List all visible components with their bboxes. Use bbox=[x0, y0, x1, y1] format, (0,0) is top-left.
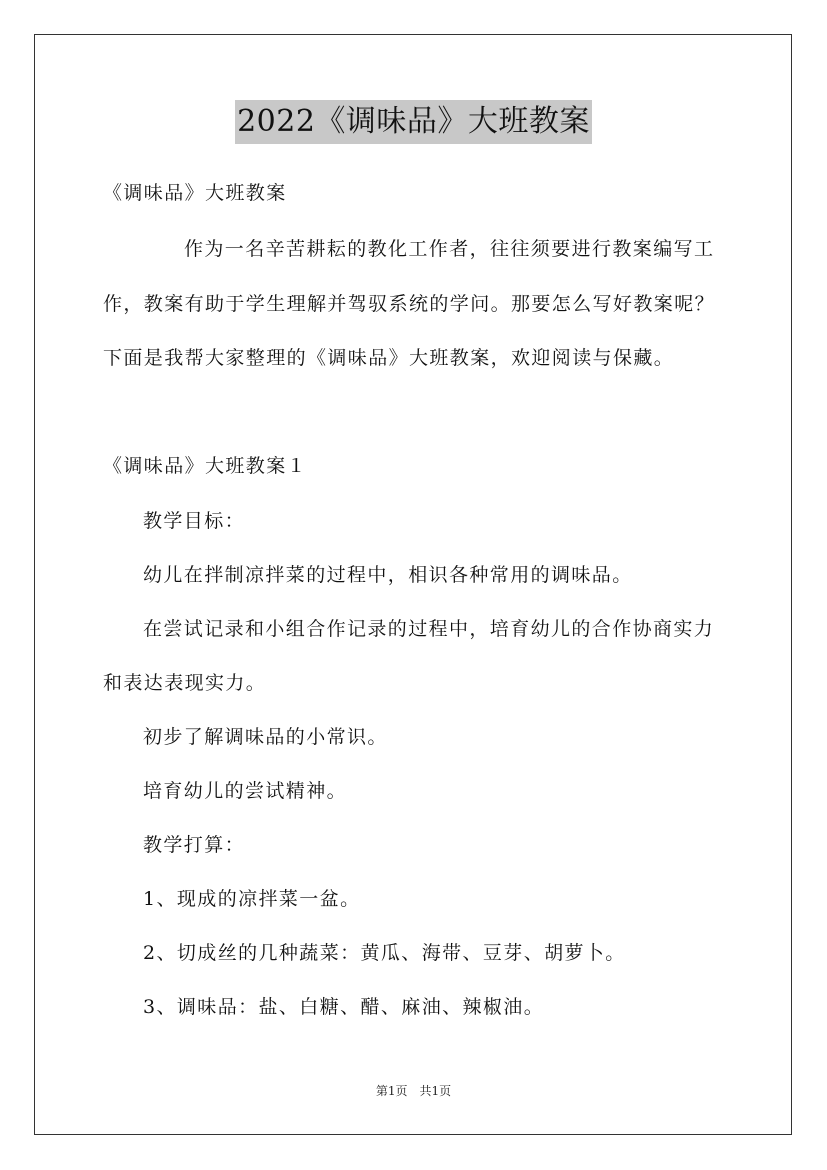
intro-line-2: 作，教案有助于学生理解并驾驭系统的学问。那要怎么写好教案呢？ bbox=[103, 293, 716, 315]
body-line-1: 教学目标： bbox=[143, 510, 246, 532]
body-line-3: 在尝试记录和小组合作记录的过程中，培育幼儿的合作协商实力 bbox=[143, 618, 715, 640]
body-line-9: 2、切成丝的几种蔬菜：黄瓜、海带、豆芽、胡萝卜。 bbox=[143, 942, 626, 964]
document-title-wrap bbox=[0, 100, 827, 144]
body-line-7: 教学打算： bbox=[143, 834, 246, 856]
body-line-4: 和表达表现实力。 bbox=[103, 672, 267, 694]
body-line-5: 初步了解调味品的小常识。 bbox=[143, 726, 388, 748]
body-line-10: 3、调味品：盐、白糖、醋、麻油、辣椒油。 bbox=[143, 996, 545, 1018]
body-line-6: 培育幼儿的尝试精神。 bbox=[143, 780, 348, 802]
body-line-8: 1、现成的凉拌菜一盆。 bbox=[143, 888, 361, 910]
intro-line-1: 作为一名辛苦耕耘的教化工作者，往往须要进行教案编写工 bbox=[184, 238, 715, 260]
body-line-2: 幼儿在拌制凉拌菜的过程中，相识各种常用的调味品。 bbox=[143, 564, 633, 586]
intro-line-3: 下面是我帮大家整理的《调味品》大班教案，欢迎阅读与保藏。 bbox=[103, 347, 675, 369]
document-subtitle: 《调味品》大班教案 bbox=[103, 182, 287, 204]
document-title: 2022《调味品》大班教案 bbox=[235, 100, 592, 144]
section-heading: 《调味品》大班教案１ bbox=[103, 455, 308, 477]
page-footer: 第1页 共1页 bbox=[375, 1084, 452, 1098]
